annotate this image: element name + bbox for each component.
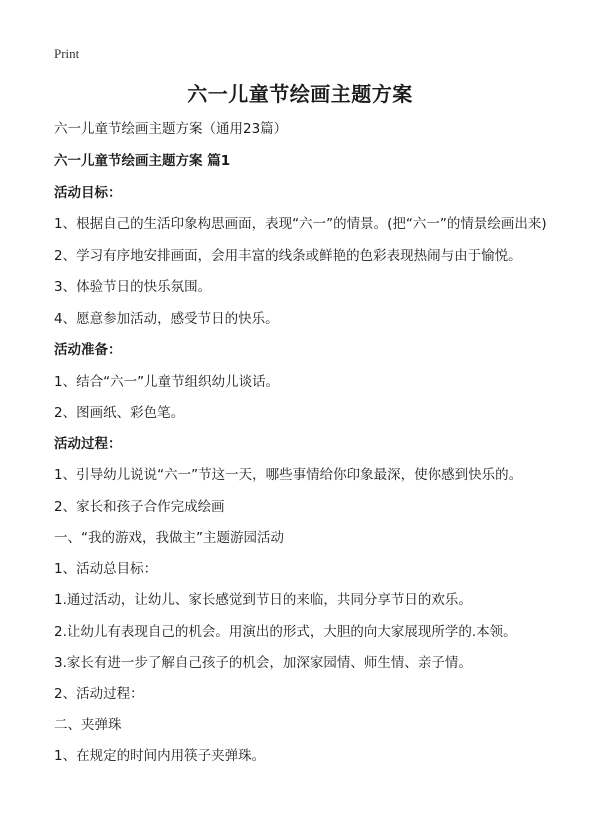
paragraph-line: 2、活动过程： — [54, 686, 144, 702]
paragraph-line: 1、活动总目标： — [54, 561, 158, 577]
paragraph-line: 二、夹弹珠 — [54, 717, 122, 733]
paragraph-line: 六一儿童节绘画主题方案（通用23篇） — [54, 121, 288, 137]
paragraph-line: 1、根据自己的生活印象构思画面，表现“六一”的情景。(把“六一”的情景绘画出来) — [54, 216, 547, 232]
paragraph-line: 2、图画纸、彩色笔。 — [54, 405, 185, 421]
paragraph-line: 4、愿意参加活动，感受节日的快乐。 — [54, 311, 279, 327]
print-label: Print — [54, 46, 80, 61]
paragraph-line: 1、在规定的时间内用筷子夹弹珠。 — [54, 748, 266, 764]
section-heading: 六一儿童节绘画主题方案 篇1 — [54, 153, 231, 169]
paragraph-line: 3.家长有进一步了解自己孩子的机会，加深家园情、师生情、亲子情。 — [54, 655, 472, 671]
paragraph-line: 2.让幼儿有表现自己的机会。用演出的形式，大胆的向大家展现所学的.本领。 — [54, 624, 517, 640]
paragraph-line: 2、家长和孩子合作完成绘画 — [54, 499, 225, 515]
paragraph-line: 3、体验节日的快乐氛围。 — [54, 279, 212, 295]
paragraph-line: 1、结合“六一”儿童节组织幼儿谈话。 — [54, 374, 280, 390]
paragraph-line: 1.通过活动，让幼儿、家长感觉到节日的来临，共同分享节日的欢乐。 — [54, 592, 472, 608]
section-heading: 活动过程： — [54, 436, 122, 452]
document-title: 六一儿童节绘画主题方案 — [187, 82, 413, 106]
section-heading: 活动准备： — [54, 342, 122, 358]
paragraph-line: 2、学习有序地安排画面，会用丰富的线条或鲜艳的色彩表现热闹与由于愉悦。 — [54, 248, 522, 264]
section-heading: 活动目标： — [54, 185, 122, 201]
paragraph-line: 一、“我的游戏，我做主”主题游园活动 — [54, 530, 284, 546]
paragraph-line: 1、引导幼儿说说“六一”节这一天，哪些事情给你印象最深，使你感到快乐的。 — [54, 467, 523, 483]
